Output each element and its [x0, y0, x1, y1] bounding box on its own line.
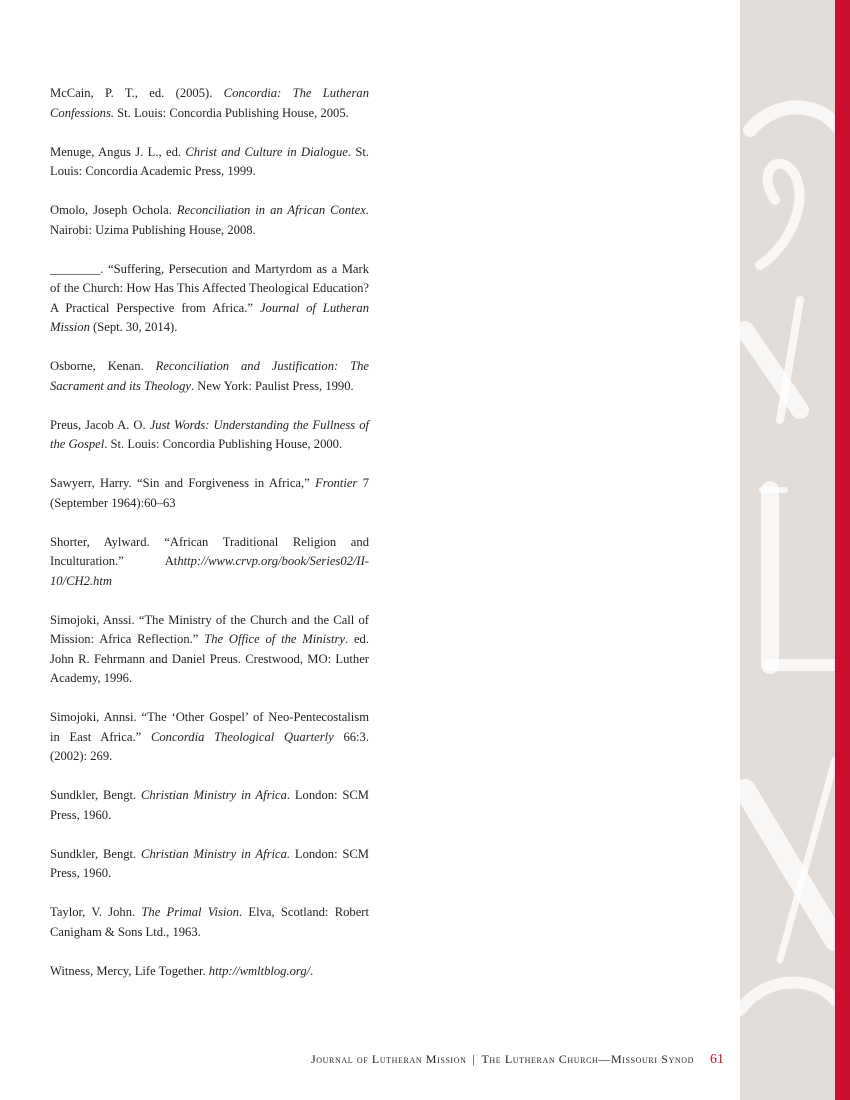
- entry-pre: Sawyerr, Harry. “Sin and Forgiveness in Africa,”: [50, 476, 316, 490]
- entry-pre: Witness, Mercy, Life Together.: [50, 963, 209, 978]
- watermark-lettering-graphic: [740, 0, 835, 1100]
- entry-title: Christ and Culture in Dialogue.: [185, 144, 351, 159]
- entry-post: (Sept. 30, 2014).: [89, 320, 178, 334]
- entry-title: Just Words: Understanding the Fullness of the Gospel: [50, 417, 369, 451]
- entry-post: 7 (September 1964):60–63: [50, 476, 369, 510]
- bibliography-entry: [50, 845, 369, 884]
- entry-title: Concordia Theological Quarterly: [150, 729, 334, 744]
- entry-post: . New York: Paulist Press, 1990.: [190, 378, 354, 393]
- bibliography-list: [50, 84, 369, 1001]
- entry-pre: McCain, P. T., ed. (2005).: [50, 86, 224, 100]
- bibliography-entry: [50, 416, 369, 455]
- entry-pre: Shorter, Aylward. “African Traditional Religion and Inculturation.” At: [50, 534, 369, 568]
- entry-pre: Simojoki, Anssi. “The Ministry of the Church and the Call of Mission: Africa Reflection.”: [50, 612, 369, 646]
- entry-title: Reconciliation in an African Contex.: [176, 203, 369, 217]
- entry-title: The Primal Vision: [141, 905, 240, 919]
- bibliography-entry: [50, 962, 369, 982]
- entry-title: Christian Ministry in Africa: [141, 788, 287, 802]
- bibliography-entry: [50, 611, 369, 689]
- bibliography-entry: [50, 708, 369, 767]
- entry-pre: Simojoki, Annsi. “The ‘Other Gospel’ of Neo-Pentecostalism in East Africa.”: [50, 710, 369, 744]
- bibliography-entry: [50, 143, 369, 182]
- entry-pre: Preus, Jacob A. O.: [50, 417, 150, 432]
- entry-title: The Office of the Ministry: [204, 632, 345, 646]
- entry-post: London: SCM Press, 1960.: [50, 846, 370, 880]
- entry-post: . ed. John R. Fehrmann and Daniel Preus. Crestwood, MO: Luther Academy, 1996.: [50, 632, 369, 685]
- bibliography-entry: [50, 533, 369, 592]
- entry-post: St. Louis: Concordia Publishing House, 2005.: [114, 105, 349, 120]
- bibliography-entry: [50, 84, 369, 123]
- accent-red-bar: [835, 0, 850, 1100]
- entry-post: .: [310, 963, 314, 978]
- entry-title: http://wmltblog.org/: [208, 963, 311, 978]
- bibliography-entry: [50, 474, 369, 513]
- footer-publisher: The Lutheran Church—Missouri Synod: [481, 1052, 694, 1066]
- entry-pre: Sundkler, Bengt.: [50, 788, 142, 802]
- page-number: 61: [710, 1052, 724, 1067]
- bibliography-entry: [50, 357, 369, 396]
- entry-pre: Omolo, Joseph Ochola.: [50, 203, 177, 217]
- entry-pre: Taylor, V. John.: [50, 905, 142, 919]
- entry-pre: ________. “Suffering, Persecution and Martyrdom as a Mark of the Church: How Has This Affected Theological Education? A Practical Perspective from Africa.”: [50, 261, 369, 315]
- bibliography-entry: [50, 260, 369, 338]
- entry-title: Christian Ministry in Africa.: [141, 846, 291, 861]
- entry-title: http://www.crvp.org/book/Series02/II-10/CH2.htm: [50, 554, 369, 588]
- entry-title: Journal of Lutheran Mission: [50, 300, 369, 334]
- entry-pre: Osborne, Kenan.: [50, 359, 156, 373]
- bibliography-entry: [50, 903, 369, 942]
- entry-title: Reconciliation and Justification: The Sacrament and its Theology: [50, 359, 370, 393]
- decorative-sidebar: [740, 0, 835, 1100]
- footer-separator: |: [472, 1052, 476, 1066]
- entry-title: Concordia: The Lutheran Confessions.: [50, 86, 369, 120]
- bibliography-entry: [50, 786, 369, 825]
- running-footer: [0, 1052, 724, 1068]
- entry-post: 66:3. (2002): 269.: [50, 729, 369, 763]
- footer-journal-title: Journal of Lutheran Mission: [311, 1052, 467, 1066]
- entry-pre: Menuge, Angus J. L., ed.: [50, 144, 186, 159]
- entry-post: Nairobi: Uzima Publishing House, 2008.: [50, 222, 256, 237]
- entry-title: Frontier: [315, 476, 358, 490]
- bibliography-entry: [50, 201, 369, 240]
- entry-post: St. Louis: Concordia Academic Press, 1999.: [50, 144, 369, 178]
- entry-post: . St. Louis: Concordia Publishing House, 2000.: [104, 437, 343, 451]
- entry-post: . Elva, Scotland: Robert Canigham & Sons Ltd., 1963.: [50, 905, 369, 939]
- entry-post: . London: SCM Press, 1960.: [50, 788, 369, 822]
- entry-pre: Sundkler, Bengt.: [50, 846, 142, 861]
